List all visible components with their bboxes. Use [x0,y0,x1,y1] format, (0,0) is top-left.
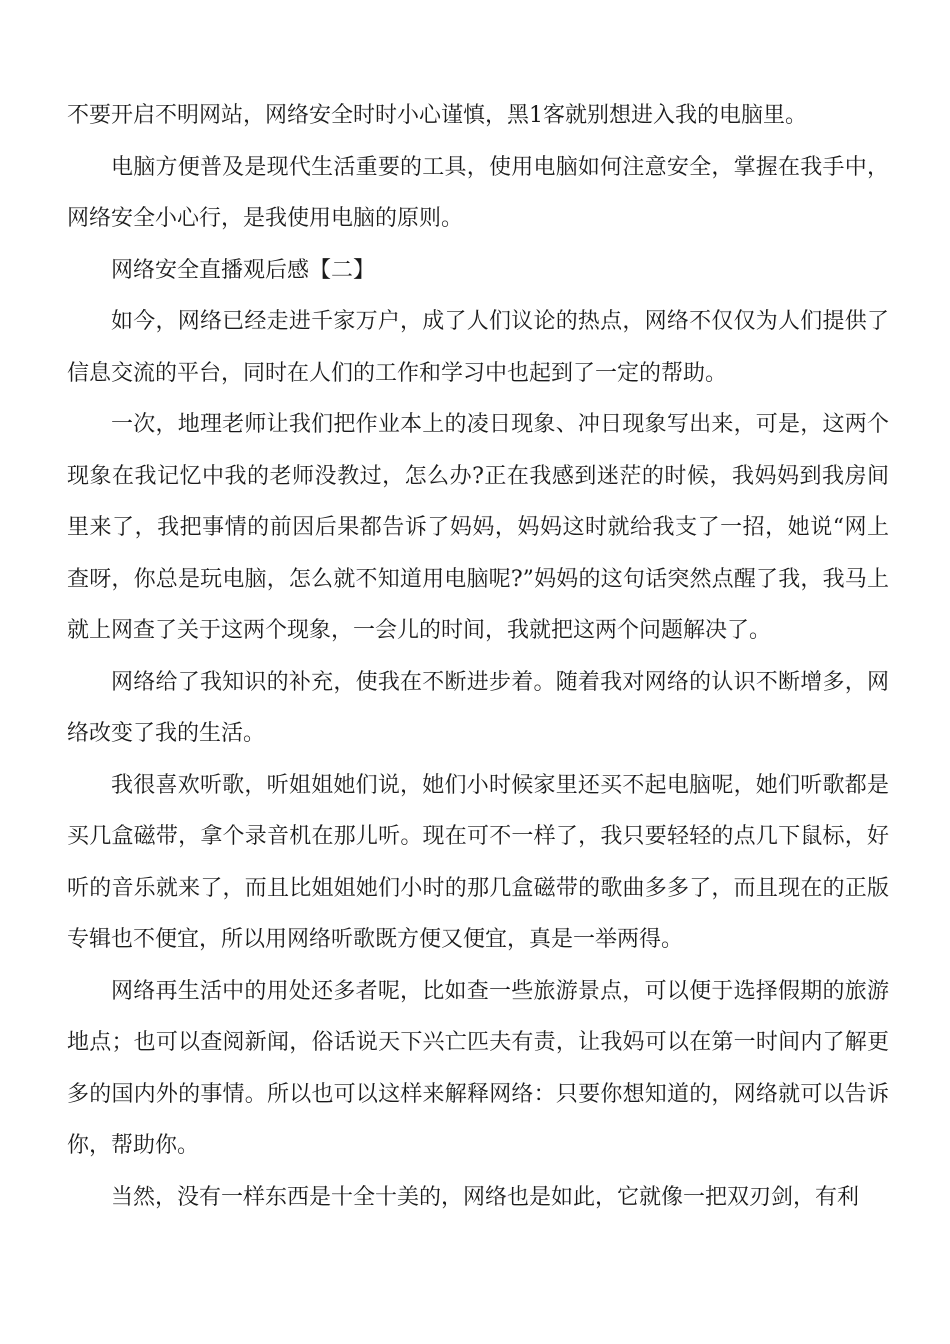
paragraph-4: 一次，地理老师让我们把作业本上的凌日现象、冲日现象写出来，可是，这两个现象在我记忆中我的老师没教过，怎么办?正在我感到迷茫的时候，我妈妈到我房间里来了，我把事情的前因后果都告诉了妈妈，妈妈这时就给我支了一招，她说“网上查呀，你总是玩电脑，怎么就不知道用电脑呢?”妈妈的这句话突然点醒了我，我马上就上网查了关于这两个现象，一会儿的时间，我就把这两个问题解决了。 [67,412,889,643]
paragraph-8: 当然，没有一样东西是十全十美的，网络也是如此，它就像一把双刃剑，有利 [111,1184,860,1210]
paragraph-6: 我很喜欢听歌，听姐姐她们说，她们小时候家里还买不起电脑呢，她们听歌都是买几盒磁带，拿个录音机在那儿听。现在可不一样了，我只要轻轻的点几下鼠标，好听的音乐就来了，而且比姐姐她们小时的那几盒磁带的歌曲多多了，而且现在的正版专辑也不便宜，所以用网络听歌既方便又便宜，真是一举两得。 [67,772,889,952]
paragraph-1: 不要开启不明网站，网络安全时时小心谨慎，黑1客就别想进入我的电脑里。 [67,103,807,128]
document-body [67,90,889,1223]
paragraph-7: 网络再生活中的用处还多者呢，比如查一些旅游景点，可以便于选择假期的旅游地点；也可以查阅新闻，俗话说天下兴亡匹夫有责，让我妈可以在第一时间内了解更多的国内外的事情。所以也可以这样来解释网络：只要你想知道的，网络就可以告诉你，帮助你。 [67,978,889,1158]
paragraph-3: 如今，网络已经走进千家万户，成了人们议论的热点，网络不仅仅为人们提供了信息交流的平台，同时在人们的工作和学习中也起到了一定的帮助。 [67,309,889,386]
paragraph-2: 电脑方便普及是现代生活重要的工具，使用电脑如何注意安全，掌握在我手中，网络安全小心行，是我使用电脑的原则。 [67,154,889,231]
section-heading: 网络安全直播观后感【二】 [111,257,376,283]
paragraph-5: 网络给了我知识的补充，使我在不断进步着。随着我对网络的认识不断增多，网络改变了我的生活。 [67,669,889,746]
